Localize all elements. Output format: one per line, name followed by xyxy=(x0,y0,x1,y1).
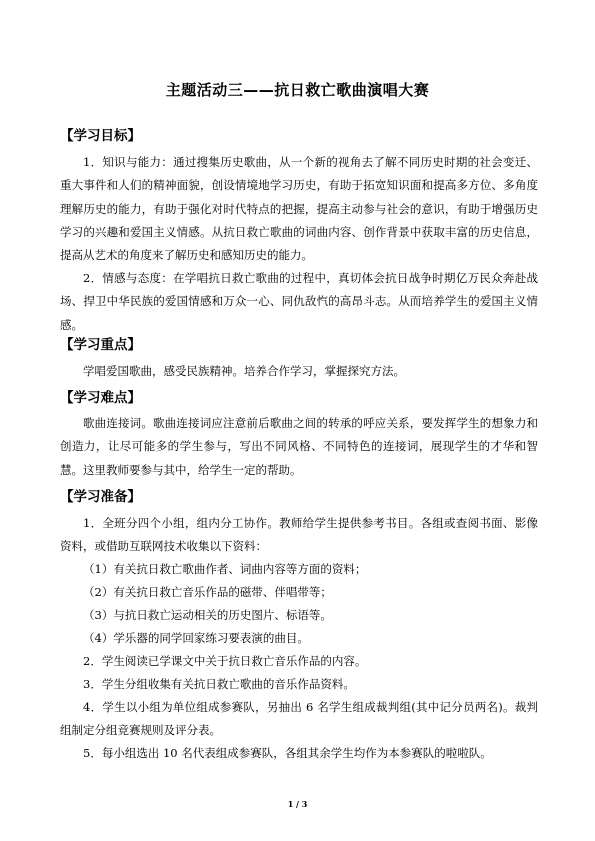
prep-list-item-1: （1）有关抗日救亡歌曲作者、词曲内容等方面的资料； xyxy=(83,562,367,576)
prep-paragraph-1: 1．全班分四个小组，组内分工协作。教师给学生提供参考书目。各组或查阅书面、影像资料，或借助互联网技术收集以下资料： xyxy=(60,516,538,554)
goals-paragraph-2: 2．情感与态度：在学唱抗日救亡歌曲的过程中，真切体会抗日战争时期亿万民众奔赴战场、捍卫中华民族的爱国情感和万众一心、同仇敌忾的高昂斗志。从而培养学生的爱国主义情感。 xyxy=(60,271,538,332)
prep-paragraph-4: 4．学生以小组为单位组成参赛队，另抽出 6 名学生组成裁判组(其中记分员两名)。裁判组制定分组竞赛规则及评分表。 xyxy=(60,700,538,738)
section-heading-key: 【学习重点】 xyxy=(60,337,141,353)
section-heading-goals: 【学习目标】 xyxy=(60,128,141,144)
difficulty-paragraph-1: 歌曲连接词。歌曲连接词应注意前后歌曲之间的转承的呼应关系，要发挥学生的想象力和创造力，让尽可能多的学生参与，写出不同风格、不同特色的连接词，展现学生的才华和智慧。这里教师要参与其中，给学生一定的帮助。 xyxy=(60,416,538,477)
page-title: 主题活动三——抗日救亡歌曲演唱大赛 xyxy=(165,81,430,99)
prep-paragraph-5: 5．每小组选出 10 名代表组成参赛队，各组其余学生均作为本参赛队的啦啦队。 xyxy=(83,746,492,760)
section-heading-difficulty: 【学习难点】 xyxy=(60,390,141,406)
prep-paragraph-3: 3．学生分组收集有关抗日救亡歌曲的音乐作品资料。 xyxy=(83,677,355,691)
page-number: 1 / 3 xyxy=(287,799,308,809)
prep-paragraph-2: 2．学生阅读已学课文中关于抗日救亡音乐作品的内容。 xyxy=(83,654,367,668)
goals-paragraph-1: 1．知识与能力：通过搜集历史歌曲，从一个新的视角去了解不同历史时期的社会变迁、重大事件和人们的精神面貌，创设情境地学习历史，有助于拓宽知识面和提高多方位、多角度理解历史的能力，有助于强化对时代特点的把握，提高主动参与社会的意识，有助于增强历史学习的兴趣和爱国主义情感。从抗日救亡歌曲的词曲内容、创作背景中获取丰富的历史信息，提高从艺术的角度来了解历史和感知历史的能力。 xyxy=(60,155,538,263)
prep-list-item-3: （3）与抗日救亡运动相关的历史图片、标语等。 xyxy=(83,608,332,622)
key-paragraph-1: 学唱爱国歌曲，感受民族精神。培养合作学习，掌握探究方法。 xyxy=(83,364,405,378)
section-heading-prep: 【学习准备】 xyxy=(60,489,141,505)
prep-list-item-2: （2）有关抗日救亡音乐作品的磁带、伴唱带等； xyxy=(83,585,332,599)
prep-list-item-4: （4）学乐器的同学回家练习要表演的曲目。 xyxy=(83,631,309,645)
